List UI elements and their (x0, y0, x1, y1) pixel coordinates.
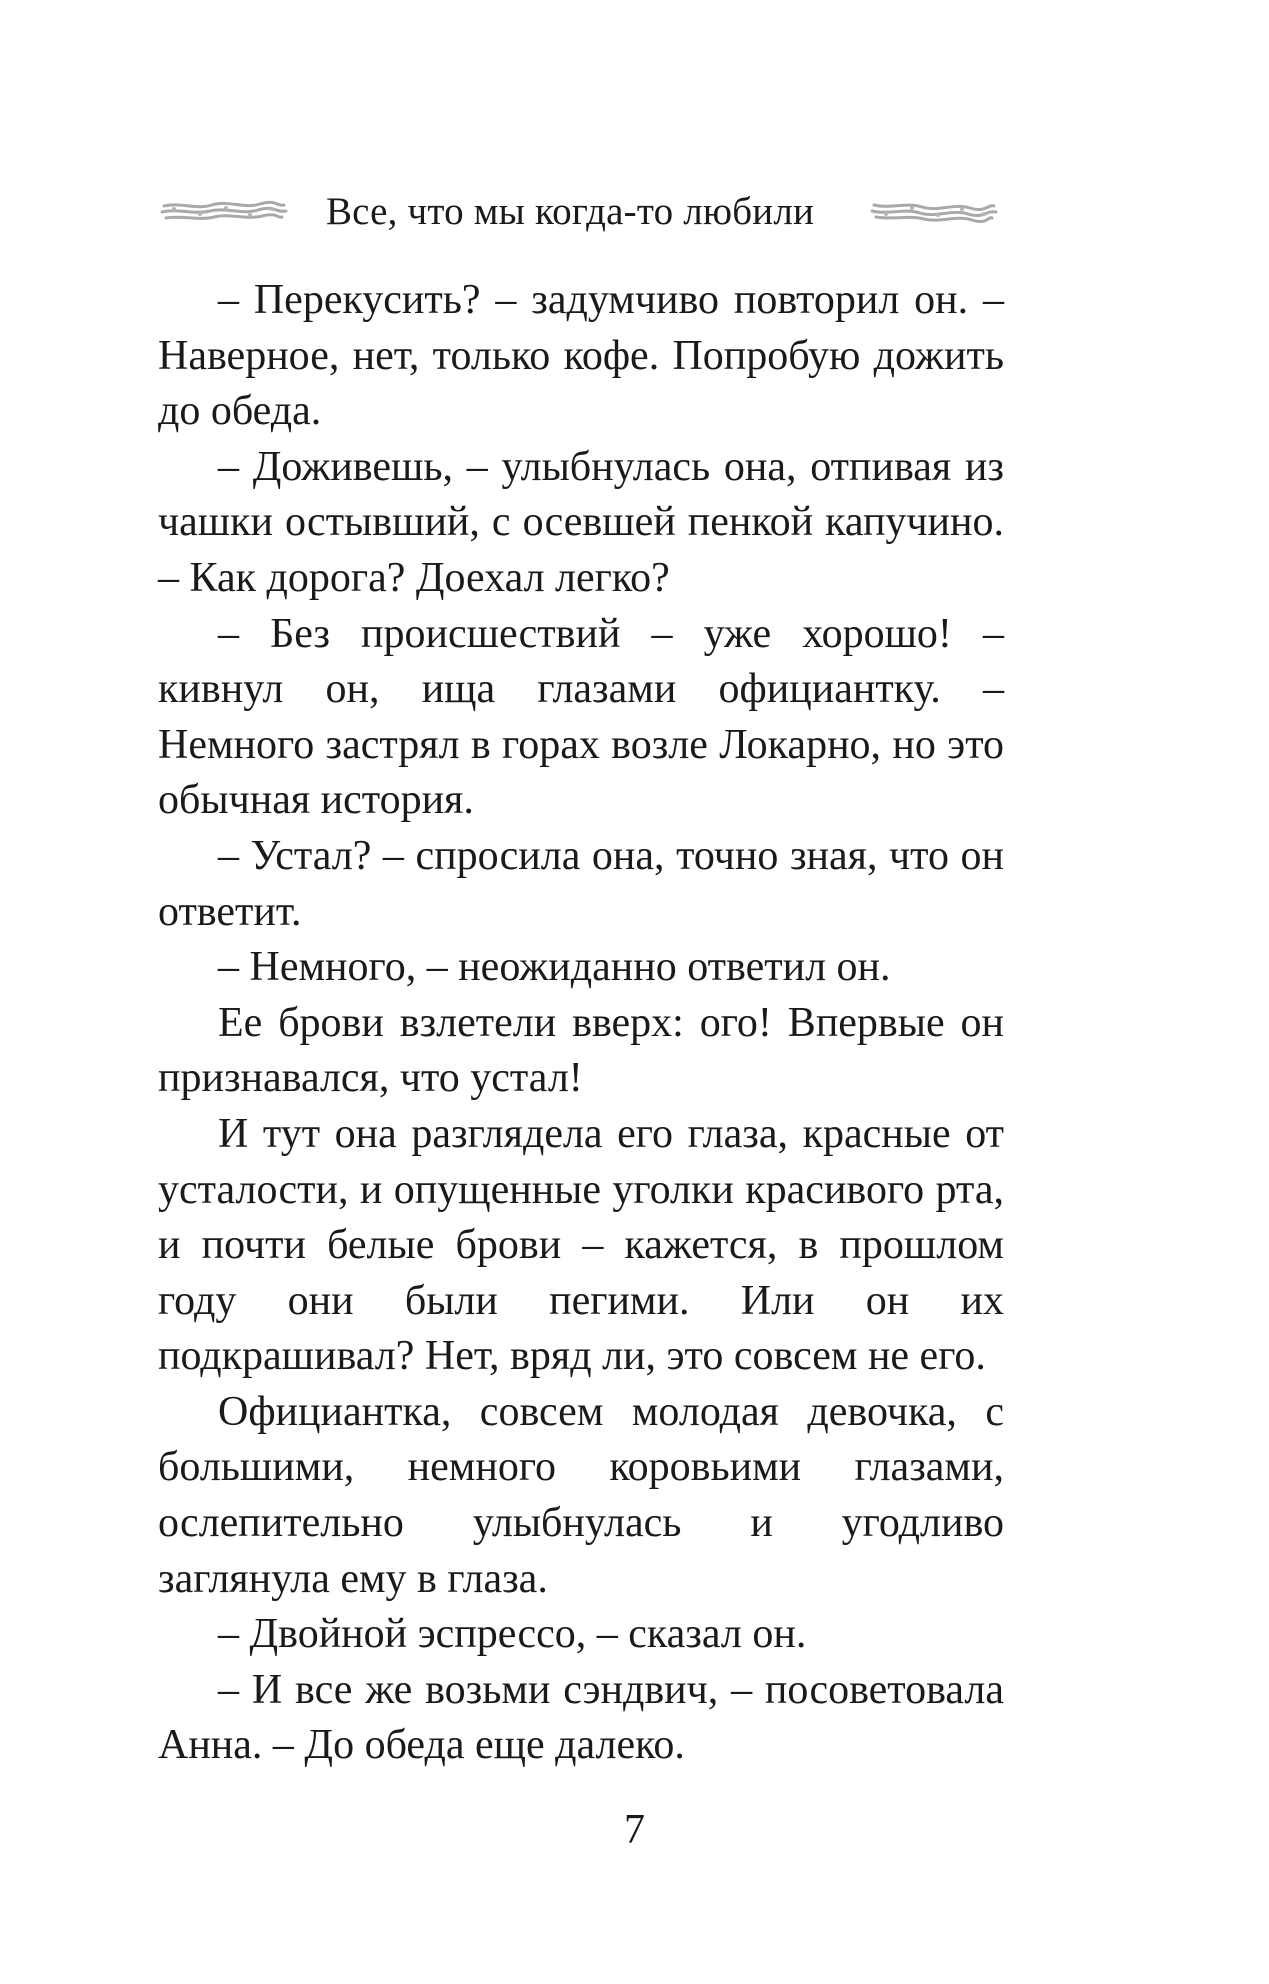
paragraph: – И все же возьми сэндвич, – посоветовала Анна. – До обеда еще далеко. (158, 1666, 1004, 1769)
paragraph: – Перекусить? – задумчиво повторил он. – Наверное, нет, только кофе. Попробую дожить до обеда. (158, 277, 1004, 435)
page-header (0, 182, 1269, 242)
paragraph: И тут она разглядела его глаза, красные от усталости, и опущенные уголки красивого рта, и почти белые брови – кажется, в прошлом году они были пегими. Или он их подкрашивал? Нет, вряд ли, это совсем не его. (158, 1110, 1004, 1380)
paragraph: – Без происшествий – уже хорошо! – кивнул он, ища глазами официантку. – Немного застрял в горах возле Локарно, но это обычная история. (158, 610, 1004, 824)
page-number: 7 (624, 1807, 645, 1853)
running-title: Все, что мы когда-то любили (325, 190, 815, 233)
paragraph: – Немного, – неожиданно ответил он. (218, 944, 891, 991)
paragraph: – Двойной эспрессо, – сказал он. (218, 1611, 807, 1658)
left-ornament-icon (160, 196, 288, 226)
paragraph: Ее брови взлетели вверх: ого! Впервые он признавался, что устал! (158, 999, 1004, 1102)
body-text (158, 273, 1004, 1774)
paragraph: Официантка, совсем молодая девочка, с большими, немного коровьими глазами, ослепительно улыбнулась и угодливо заглянула ему в глаза. (158, 1388, 1004, 1602)
paragraph: – Доживешь, – улыбнулась она, отпивая из чашки остывший, с осевшей пенкой капучино. – Как дорога? Доехал легко? (158, 443, 1004, 601)
paragraph: – Устал? – спросила она, точно зная, что он ответит. (158, 832, 1004, 935)
right-ornament-icon (870, 196, 998, 226)
